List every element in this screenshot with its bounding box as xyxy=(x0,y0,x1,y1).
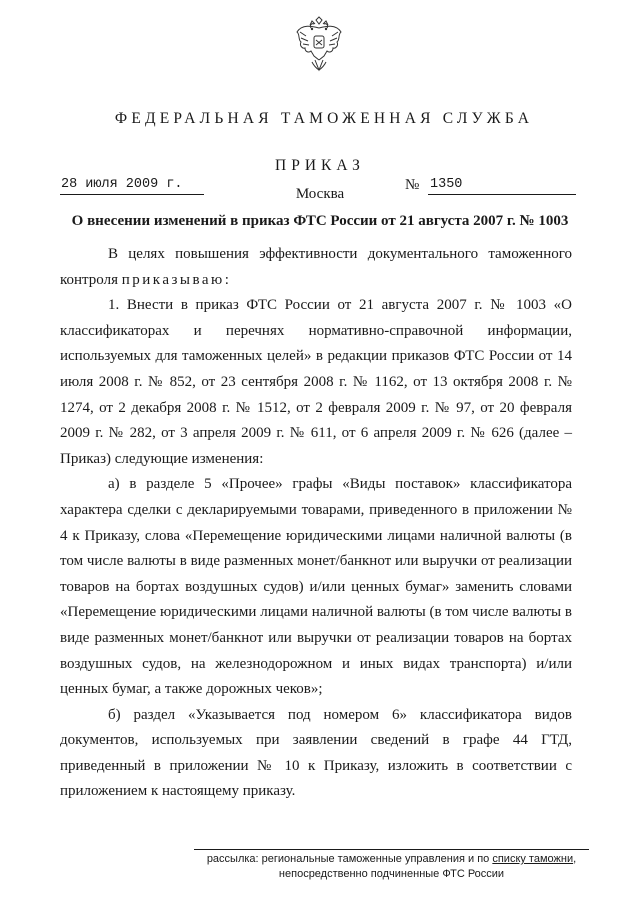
distribution-note xyxy=(194,852,589,882)
paragraph-item-1b: б) раздел «Указывается под номером 6» классификатора видов документов, используемых при заявлении сведений в графе 44 ГТД, приведенный в приложении № 10 к Приказу, изложить в соответствии с приложением к настоящему приказу. xyxy=(60,706,572,800)
order-heading: О внесении изменений в приказ ФТС России от 21 августа 2007 г. № 1003 xyxy=(71,213,569,229)
paragraph-preamble xyxy=(60,242,572,293)
paragraph-item-1a: а) в разделе 5 «Прочее» графы «Виды поставок» классификатора характера сделки с декларируемыми товарами, приведенного в приложении № 4 к Приказу, слова «Перемещение юридическими лицами наличной валюты (в том числе валюты в виде разменных монет/банкнот или выручки от реализации товаров на бортах воздушных судов) и/или ценных бумаг» заменить словами «Перемещение юридическими лицами наличной валюты (в том числе валюты в виде разменных монет/банкнот или выручки от реализации товаров на бортах воздушных судов, на железнодорожном и иных видах транспорта) и/или ценных бумаг, а также дорожных чеков»; xyxy=(60,476,572,698)
footer-divider xyxy=(194,849,589,850)
distribution-suffix: , xyxy=(573,853,577,865)
order-title: ПРИКАЗ xyxy=(275,157,365,174)
distribution-line-1 xyxy=(194,852,589,867)
paragraph-item-1: 1. Внести в приказ ФТС России от 21 августа 2007 г. № 1003 «О классификаторах и перечнях нормативно-справочной информации, используемых для таможенных целей» в редакции приказов ФТС России от 14 июля 2008 г. № 852, от 23 сентября 2008 г. № 1162, от 13 октября 2008 г. № 1274, от 2 декабря 2008 г. № 1512, от 2 февраля 2009 г. № 97, от 20 февраля 2009 г. № 282, от 3 апреля 2009 г. № 611, от 6 апреля 2009 г. № 626 (далее – Приказ) следующие изменения: xyxy=(60,297,572,467)
distribution-link: списку таможни xyxy=(492,853,574,865)
agency-name: ФЕДЕРАЛЬНАЯ ТАМОЖЕННАЯ СЛУЖБА xyxy=(114,110,534,127)
order-body xyxy=(60,242,572,805)
order-number-sign: № xyxy=(405,177,420,193)
order-city: Москва xyxy=(295,186,345,202)
order-number: 1350 xyxy=(428,176,576,195)
preamble-directive: приказываю xyxy=(121,271,225,288)
distribution-prefix: рассылка: региональные таможенные управления и по xyxy=(206,853,493,865)
distribution-line-2: непосредственно подчиненные ФТС России xyxy=(278,868,505,880)
order-date: 28 июля 2009 г. xyxy=(60,176,204,195)
russian-coat-of-arms-icon xyxy=(294,16,344,74)
preamble-colon: : xyxy=(224,271,229,288)
preamble-text: В целях повышения эффективности документального таможенного контроля xyxy=(60,246,572,288)
